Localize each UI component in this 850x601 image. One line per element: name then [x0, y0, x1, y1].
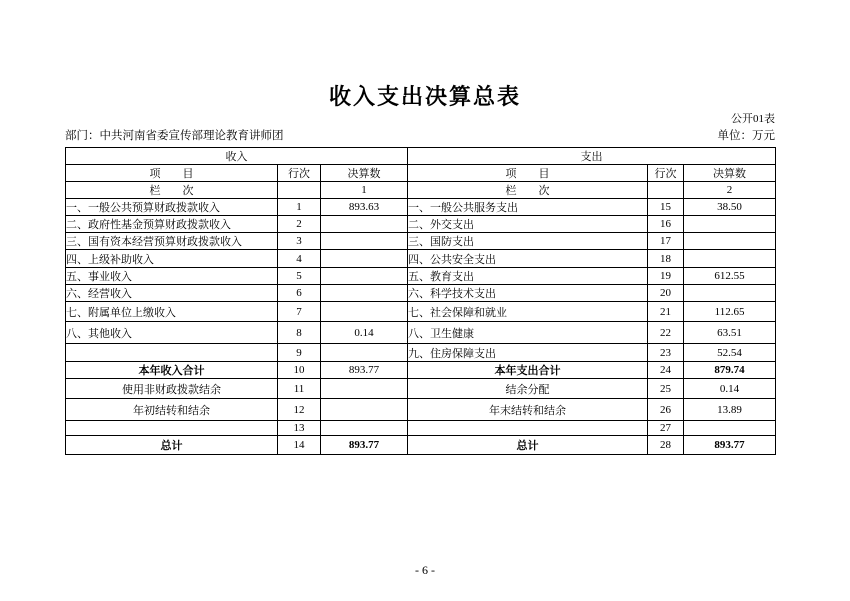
income-index-label: 栏 次: [66, 182, 278, 199]
expense-item-label: 一、一般公共服务支出: [408, 199, 648, 216]
income-item-label: 一、一般公共预算财政拨款收入: [66, 199, 278, 216]
expense-rowno-header: 行次: [648, 165, 684, 182]
expense-amount: 893.77: [684, 436, 776, 455]
income-item-label: 年初结转和结余: [66, 399, 278, 421]
table-row: [66, 436, 776, 455]
meta-line: [65, 127, 775, 143]
expense-row-number: 16: [648, 216, 684, 233]
expense-item-label: 本年支出合计: [408, 362, 648, 379]
income-section-header: 收入: [66, 148, 408, 165]
column-header-row: [66, 165, 776, 182]
expense-item-label: 四、公共安全支出: [408, 250, 648, 268]
income-item-header: 项 目: [66, 165, 278, 182]
income-index-number: 1: [321, 182, 408, 199]
income-row-number: 7: [278, 302, 321, 322]
income-row-number: 8: [278, 322, 321, 344]
income-rowno-header: 行次: [278, 165, 321, 182]
expense-row-number: 22: [648, 322, 684, 344]
expense-amount: [684, 216, 776, 233]
expense-item-label: 七、社会保障和就业: [408, 302, 648, 322]
income-item-label: [66, 344, 278, 362]
income-item-label: 本年收入合计: [66, 362, 278, 379]
table-row: [66, 344, 776, 362]
expense-item-label: 六、科学技术支出: [408, 285, 648, 302]
income-item-label: 使用非财政拨款结余: [66, 379, 278, 399]
income-row-number: 10: [278, 362, 321, 379]
expense-row-number: 23: [648, 344, 684, 362]
expense-row-number: 26: [648, 399, 684, 421]
expense-row-number: 19: [648, 268, 684, 285]
expense-item-label: 八、卫生健康: [408, 322, 648, 344]
expense-item-label: 总计: [408, 436, 648, 455]
income-row-number: 5: [278, 268, 321, 285]
income-amount: [321, 344, 408, 362]
income-amount: [321, 399, 408, 421]
table-label: 公开01表: [731, 113, 775, 125]
income-row-number: 3: [278, 233, 321, 250]
expense-row-number: 17: [648, 233, 684, 250]
table-row: [66, 250, 776, 268]
final-accounts-table: [65, 147, 776, 455]
expense-amount: [684, 285, 776, 302]
expense-amount: 879.74: [684, 362, 776, 379]
income-item-label: 八、其他收入: [66, 322, 278, 344]
expense-item-label: [408, 421, 648, 436]
income-item-label: 六、经营收入: [66, 285, 278, 302]
expense-row-number: 28: [648, 436, 684, 455]
income-row-number: 11: [278, 379, 321, 399]
income-row-number: 6: [278, 285, 321, 302]
expense-amount: 38.50: [684, 199, 776, 216]
income-row-number: 9: [278, 344, 321, 362]
income-amount: 893.77: [321, 436, 408, 455]
income-amount: [321, 268, 408, 285]
income-item-label: [66, 421, 278, 436]
table-row: [66, 379, 776, 399]
income-item-label: 二、政府性基金预算财政拨款收入: [66, 216, 278, 233]
table-row: [66, 399, 776, 421]
income-item-label: 总计: [66, 436, 278, 455]
income-item-label: 四、上级补助收入: [66, 250, 278, 268]
table-row: [66, 233, 776, 250]
table-row: [66, 268, 776, 285]
expense-amount: 612.55: [684, 268, 776, 285]
income-row-number: 4: [278, 250, 321, 268]
expense-amount: 52.54: [684, 344, 776, 362]
income-amount: 893.77: [321, 362, 408, 379]
income-row-number: 13: [278, 421, 321, 436]
expense-item-label: 二、外交支出: [408, 216, 648, 233]
income-item-label: 三、国有资本经营预算财政拨款收入: [66, 233, 278, 250]
expense-amount: 63.51: [684, 322, 776, 344]
page-title: 收入支出决算总表: [328, 84, 521, 109]
expense-row-number: 20: [648, 285, 684, 302]
income-amount: [321, 285, 408, 302]
table-row: [66, 216, 776, 233]
expense-item-header: 项 目: [408, 165, 648, 182]
expense-row-number: 25: [648, 379, 684, 399]
expense-row-number: 24: [648, 362, 684, 379]
income-item-label: 五、事业收入: [66, 268, 278, 285]
expense-amount: 13.89: [684, 399, 776, 421]
income-amount: [321, 302, 408, 322]
income-row-number: 14: [278, 436, 321, 455]
income-amount: [321, 233, 408, 250]
expense-amount-header: 决算数: [684, 165, 776, 182]
table-row: [66, 302, 776, 322]
table-row: [66, 322, 776, 344]
table-row: [66, 199, 776, 216]
income-amount: [321, 379, 408, 399]
income-row-number: 2: [278, 216, 321, 233]
income-amount: [321, 216, 408, 233]
unit-label: 单位：万元: [717, 130, 775, 142]
income-row-number: 12: [278, 399, 321, 421]
expense-row-number: 27: [648, 421, 684, 436]
table-body: [66, 148, 776, 455]
expense-index-label: 栏 次: [408, 182, 648, 199]
table-row: [66, 285, 776, 302]
income-amount-header: 决算数: [321, 165, 408, 182]
expense-amount: [684, 250, 776, 268]
expense-row-number: 15: [648, 199, 684, 216]
expense-item-label: 三、国防支出: [408, 233, 648, 250]
expense-item-label: 结余分配: [408, 379, 648, 399]
expense-index-rowno: [648, 182, 684, 199]
income-item-label: 七、附属单位上缴收入: [66, 302, 278, 322]
income-amount: [321, 421, 408, 436]
expense-amount: 0.14: [684, 379, 776, 399]
expense-item-label: 九、住房保障支出: [408, 344, 648, 362]
income-index-rowno: [278, 182, 321, 199]
expense-row-number: 21: [648, 302, 684, 322]
department-label: 部门：中共河南省委宣传部理论教育讲师团: [65, 130, 284, 142]
income-amount: [321, 250, 408, 268]
expense-item-label: 五、教育支出: [408, 268, 648, 285]
expense-item-label: 年末结转和结余: [408, 399, 648, 421]
table-row: [66, 421, 776, 436]
income-row-number: 1: [278, 199, 321, 216]
expense-section-header: 支出: [408, 148, 776, 165]
expense-row-number: 18: [648, 250, 684, 268]
column-index-row: [66, 182, 776, 199]
expense-index-number: 2: [684, 182, 776, 199]
expense-amount: [684, 421, 776, 436]
income-amount: 0.14: [321, 322, 408, 344]
expense-amount: [684, 233, 776, 250]
expense-amount: 112.65: [684, 302, 776, 322]
section-header-row: [66, 148, 776, 165]
page-number: - 6 -: [415, 563, 435, 577]
table-row: [66, 362, 776, 379]
income-amount: 893.63: [321, 199, 408, 216]
